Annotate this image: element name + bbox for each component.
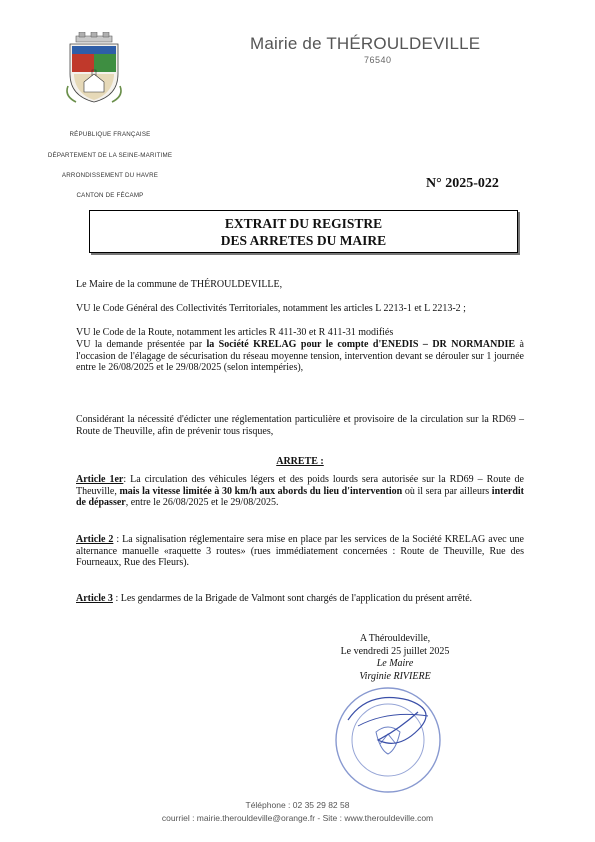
signature-block — [330, 633, 460, 683]
postal-code: 76540 — [364, 55, 392, 65]
mairie-title: Mairie de THÉROULDEVILLE — [250, 34, 481, 53]
article-3-label: Article 3 — [76, 593, 113, 604]
footer-phone: Téléphone : 02 35 29 82 58 — [245, 800, 350, 810]
article-1: Article 1er: La circulation des véhicules légers et des poids lourds sera autorisée sur la RD69 – Route de Theuville, mais la vitesse limitée à 30 km/h aux abords du lieu d'intervention où il sera par ailleurs interdit de dépasser, entre le 26/08/2025 et le 29/08/2025. — [76, 474, 525, 509]
signature-role: Le Maire — [376, 658, 414, 669]
vu-cgct-paragraph: VU le Code Général des Collectivités Territoriales, notamment les articles L 2213-1 et L 2213-2 ; — [76, 303, 466, 314]
article-2: Article 2 : La signalisation réglementaire sera mise en place par les services de la Société KRELAG avec une alternance manuelle «raquette 3 routes» (rues immédiatement concernées : Route de Theuville, Rue des Fourneaux, Rue des Fleurs). — [76, 534, 524, 569]
footer-contact: courriel : mairie.therouldeville@orange.fr - Site : www.therouldeville.com — [161, 813, 434, 823]
signature-place: A Thérouldeville, — [359, 633, 431, 644]
signature-name: Virginie RIVIERE — [359, 670, 431, 682]
arrete-heading: ARRETE : — [276, 456, 324, 467]
article-3: Article 3 : Les gendarmes de la Brigade de Valmont sont chargés de l'application du présent arrêté. — [76, 593, 473, 604]
mairie-stamp-signature — [328, 680, 448, 800]
considerant-paragraph: Considérant la nécessité d'édicter une réglementation particulière et provisoire de la circulation sur la RD69 – Route de Theuville, afin de prévenir tous risques, — [76, 414, 524, 437]
arrete-number: N° 2025-022 — [426, 176, 499, 191]
admin-line-republic: RÉPUBLIQUE FRANÇAISE — [69, 131, 151, 138]
vu-code-route-paragraph: VU le Code de la Route, notamment les articles R 411-30 et R 411-31 modifiés — [76, 327, 394, 338]
registry-title-line2: DES ARRETES DU MAIRE — [220, 233, 387, 248]
registry-title-box — [89, 210, 518, 253]
registry-title-line1: EXTRAIT DU REGISTRE — [224, 216, 383, 231]
vu-demande-paragraph: VU la demande présentée par la Société KRELAG pour le compte d'ENEDIS – DR NORMANDIE à l'occasion de l'élagage de sécurisation du réseau moyenne tension, intervention devant se dérouler sur 1 journée entre le 26/08/2025 et le 29/08/2025 (selon intempéries), — [76, 339, 524, 374]
intro-paragraph: Le Maire de la commune de THÉROULDEVILLE, — [76, 279, 283, 290]
admin-line-arrondissement: ARRONDISSEMENT DU HAVRE — [61, 172, 159, 179]
municipal-crest-logo — [64, 32, 124, 104]
article-1-label: Article 1er — [76, 474, 124, 485]
admin-line-department: DÉPARTEMENT DE LA SEINE-MARITIME — [47, 152, 173, 159]
article-2-label: Article 2 — [76, 534, 114, 545]
signature-date: Le vendredi 25 juillet 2025 — [340, 645, 450, 657]
admin-line-canton: CANTON DE FÉCAMP — [76, 192, 144, 199]
